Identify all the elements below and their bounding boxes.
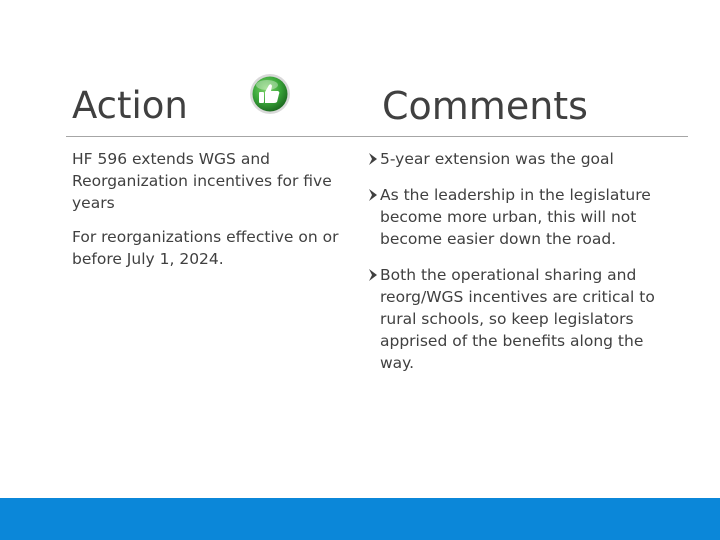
comments-column [368,148,668,388]
action-paragraph: For reorganizations effective on or before July 1, 2024. [72,228,339,268]
comment-bullet [368,148,668,170]
comments-heading: Comments [382,84,588,128]
comment-text: 5-year extension was the goal [380,150,614,168]
heading-divider [66,136,688,137]
thumbs-up-icon [248,72,292,116]
comment-text: Both the operational sharing and reorg/WGS incentives are critical to rural schools, so keep legislators apprised of the benefits along the way. [380,266,655,372]
action-heading: Action [72,84,188,127]
action-paragraph: HF 596 extends WGS and Reorganization incentives for five years [72,150,332,212]
comment-bullet [368,264,668,374]
comment-text: As the leadership in the legislature become more urban, this will not become easier down the road. [380,186,651,248]
action-column [72,148,362,282]
arrow-bullet-icon [368,148,378,170]
footer-bar [0,498,720,540]
arrow-bullet-icon [368,264,378,286]
comment-bullet [368,184,668,250]
arrow-bullet-icon [368,184,378,206]
